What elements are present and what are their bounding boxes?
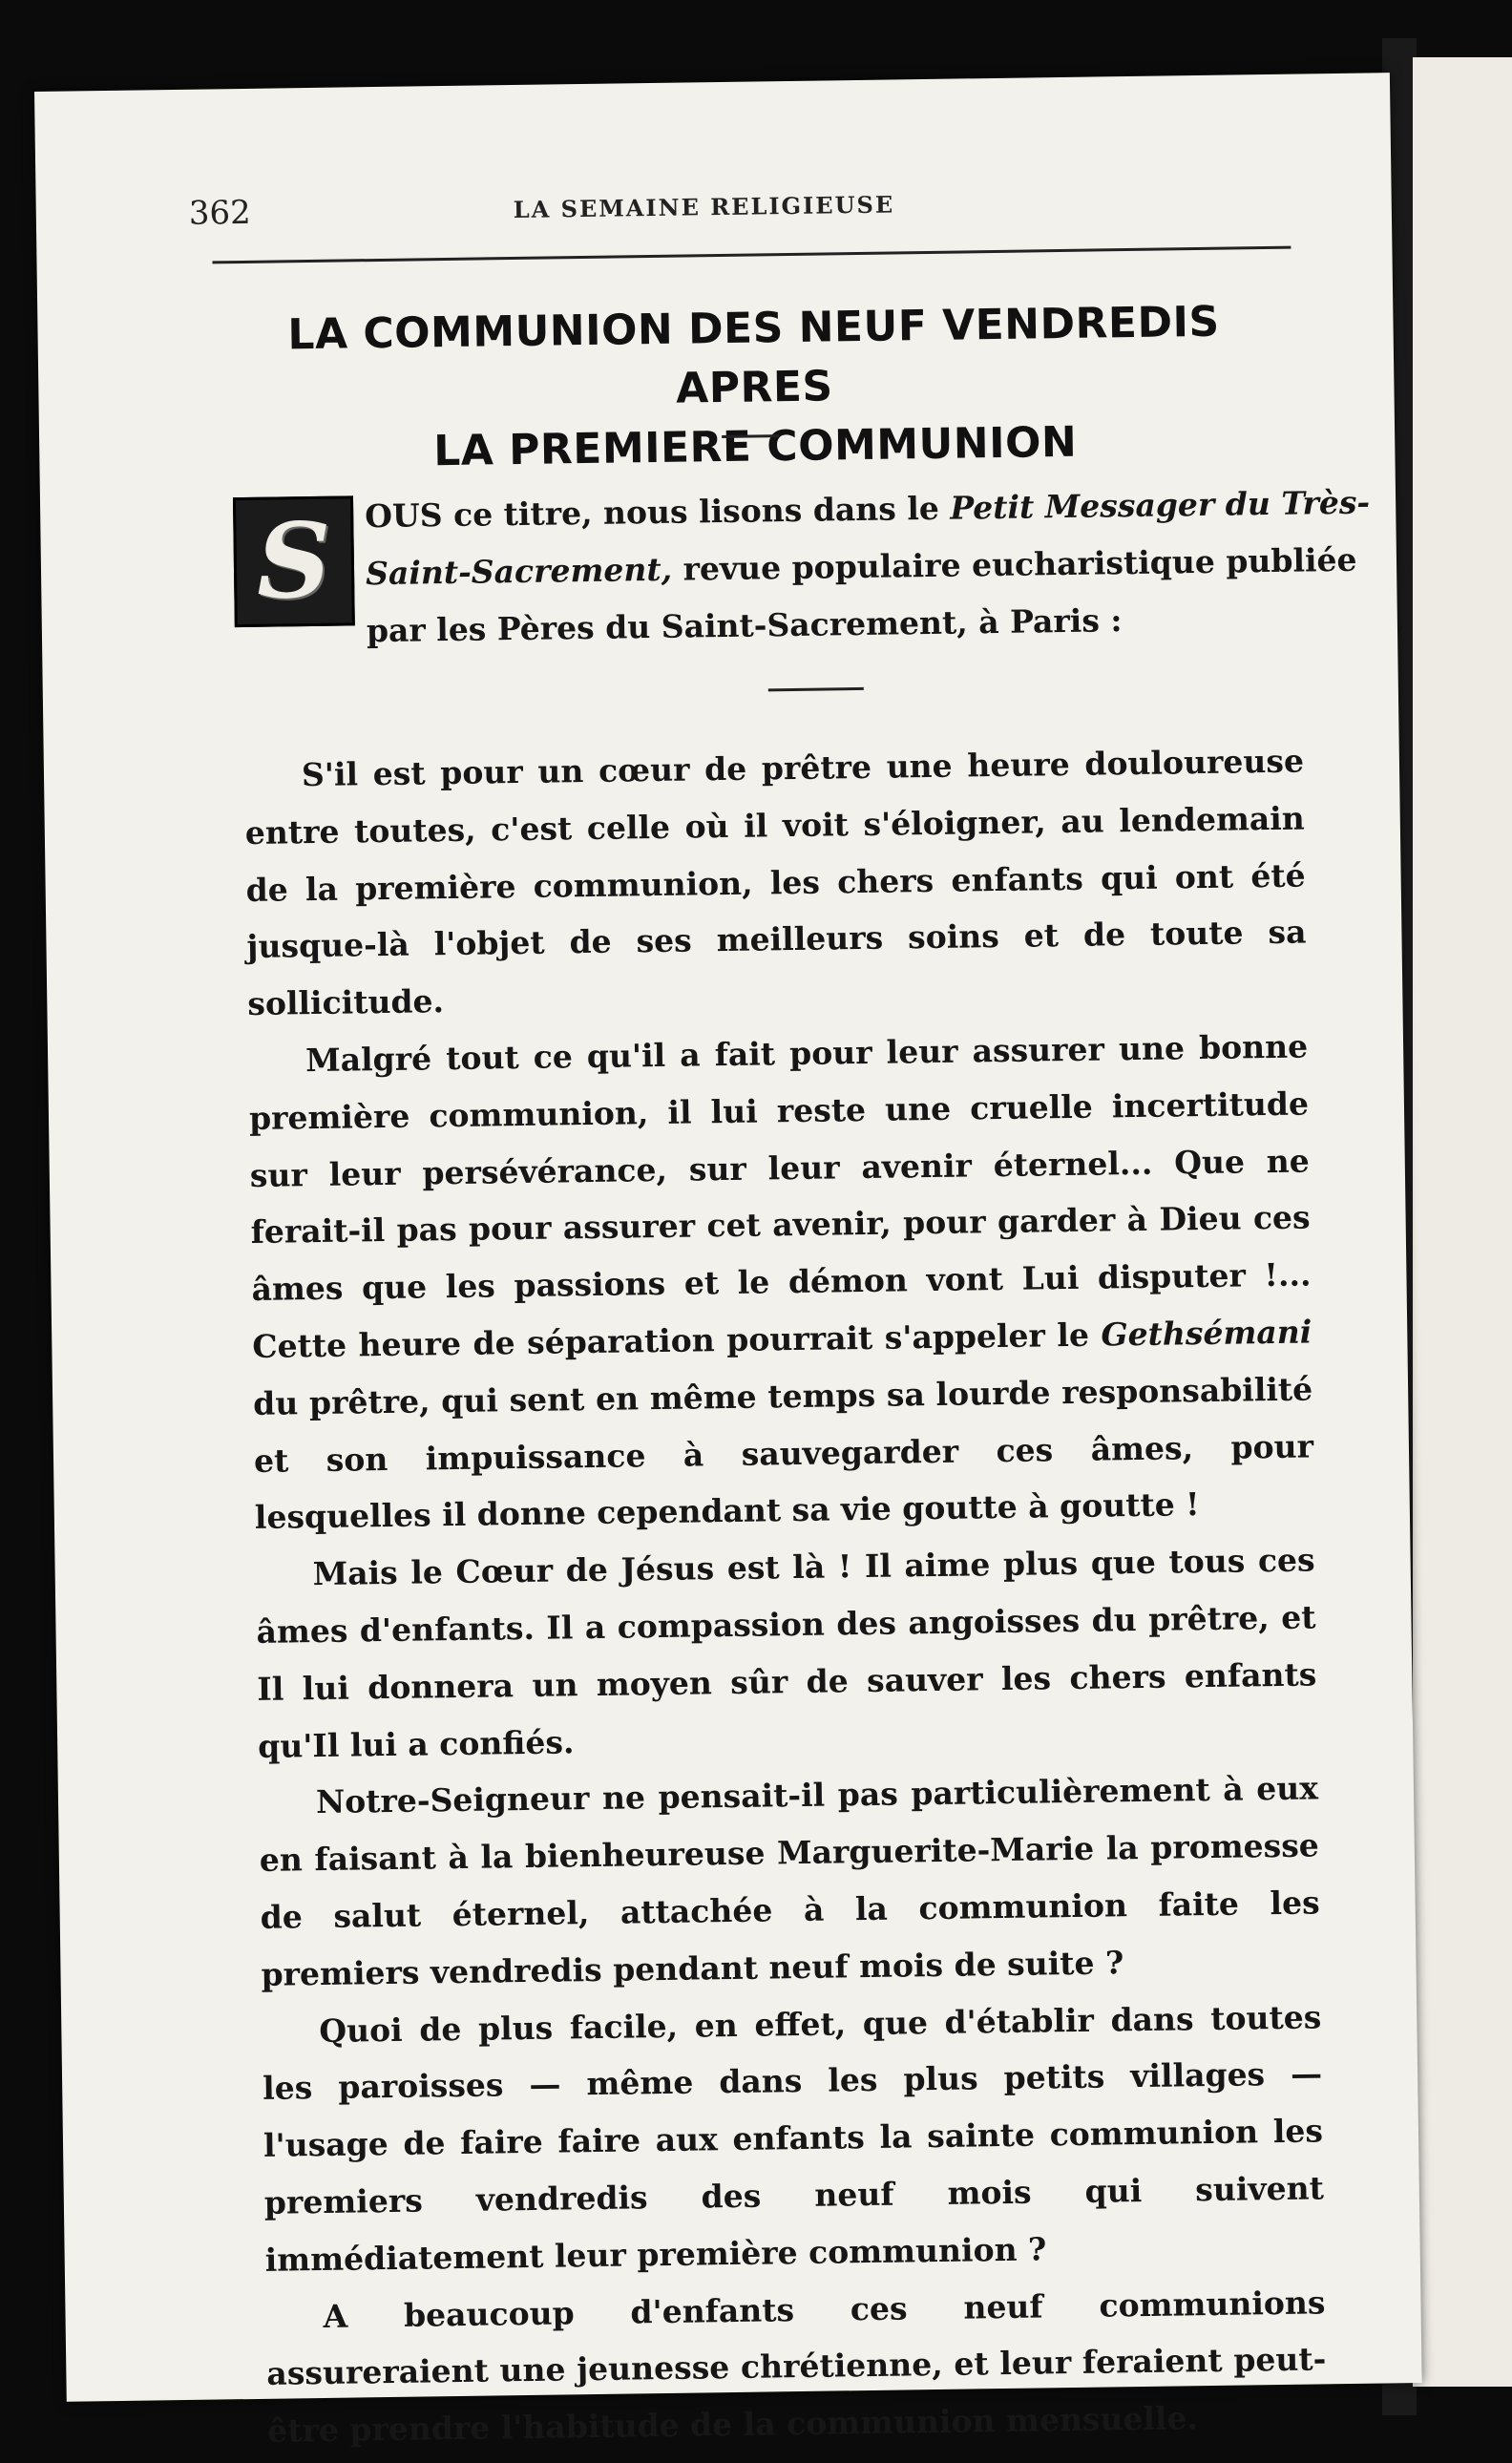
article-title-line2: LA PREMIERE COMMUNION	[432, 417, 1078, 476]
paragraph-text: du prêtre, qui sent en même temps sa lourde responsabilité et son impuissance à sauvegarder ces âmes, pour lesquelles il donne cependant sa vie goutte à goutte !	[252, 1370, 1314, 1537]
dropcap	[233, 495, 355, 627]
article-title-line1: LA COMMUNION DES NEUF VENDREDIS APRES	[287, 297, 1220, 413]
paragraph-text: Malgré tout ce qu'il a fait pour leur assurer une bonne première communion, il lui reste une cruelle incertitude sur leur persévérance, sur leur avenir éternel... Que ne ferait-il pas pour assurer cet avenir, pour garder à Dieu ces âmes que les passions et le démon vont Lui disputer !... Cette heure de séparation pourrait s'appeler le	[248, 1027, 1312, 1365]
page-number: 362	[188, 193, 251, 233]
article-title	[238, 292, 1270, 484]
paragraph: A beaucoup d'enfants ces neuf communions assureraient une jeunesse chrétienne, et leur feraient peut-être prendre l'habitude de la communion mensuelle.	[266, 2283, 1327, 2450]
paragraph	[248, 1018, 1314, 1547]
italic-term: Gethsémani	[1101, 1313, 1312, 1354]
paragraph: Quoi de plus facile, en effet, que d'établir dans toutes les paroisses — même dans les plus petits villages — l'usage de faire faire aux enfants la sainte communion les premiers vendredis des neuf mois qui suivent immédiatement leur première communion ?	[262, 1997, 1325, 2279]
paragraph: Notre-Seigneur ne pensait-il pas particulièrement à eux en faisant à la bienheureuse Marguerite-Marie la promesse de salut éternel, attachée à la communion faite les premiers vendredis pendant neuf mois de suite ?	[259, 1769, 1320, 1993]
publication-name-cont: Saint-Sacrement,	[365, 550, 673, 593]
intro-text: revue populaire eucharistique publiée	[671, 540, 1357, 588]
intro-divider	[768, 687, 864, 691]
publication-name: Petit Messager du Très-	[950, 483, 1371, 527]
page	[34, 73, 1422, 2450]
running-head	[189, 179, 1288, 252]
paragraph: S'il est pour un cœur de prêtre une heure douloureuse entre toutes, c'est celle où il voit s'éloigner, au lendemain de la première communion, les chers enfants qui ont été jusque-là l'objet de ses meilleurs soins et de toute sa sollicitude.	[244, 742, 1307, 1023]
intro-line	[367, 592, 1123, 660]
dropcap-letter: S	[256, 500, 332, 622]
article-body	[244, 733, 1328, 2460]
running-title: LA SEMAINE RELIGIEUSE	[513, 190, 895, 224]
paragraph: Mais le Cœur de Jésus est là ! Il aime plus que tous ces âmes d'enfants. Il a compassion des angoisses du prêtre, et Il lui donnera un moyen sûr de sauver les chers enfants qu'Il lui a confiés.	[256, 1541, 1317, 1765]
intro-text: OUS ce titre, nous lisons dans le	[364, 489, 951, 536]
facing-page-edge	[1413, 57, 1512, 2387]
intro-text: par les Pères du Saint-Sacrement, à Paris :	[366, 601, 1123, 650]
